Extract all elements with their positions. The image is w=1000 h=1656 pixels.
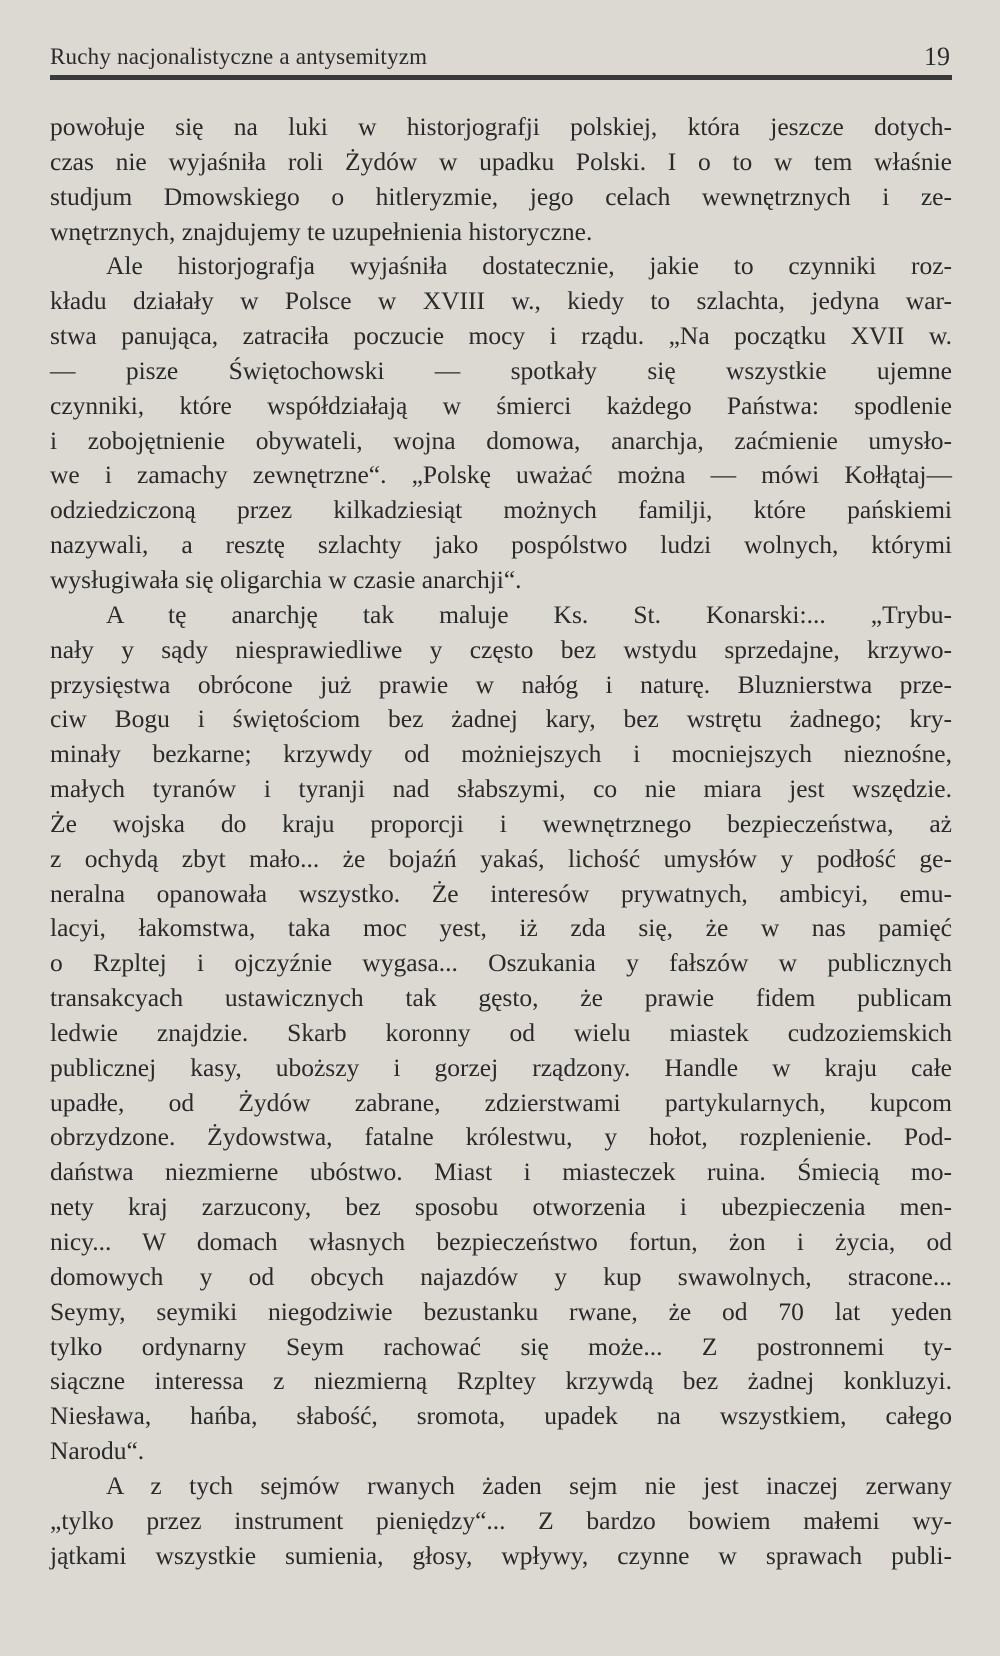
text-line: daństwa niezmierne ubóstwo. Miast i miasteczek ruina. Śmiecią mo- bbox=[50, 1157, 952, 1187]
text-line: i zobojętnienie obywateli, wojna domowa, anarchja, zaćmienie umysło- bbox=[50, 425, 952, 455]
text-line: odziedziczoną przez kilkadziesiąt możnych familji, które pańskiemi bbox=[50, 495, 952, 525]
text-line: A tę anarchję tak maluje Ks. St. Konarski:... „Trybu- bbox=[106, 599, 952, 629]
text-line: lacyi, łakomstwa, taka moc yest, iż zda się, że w nas pamięć bbox=[50, 913, 952, 943]
text-line: transakcyach ustawicznych tak gęsto, że prawie fidem publicam bbox=[50, 983, 952, 1013]
text-line: o Rzpltej i ojczyźnie wygasa... Oszukania y fałszów w publicznych bbox=[50, 948, 952, 978]
text-line: neralna opanowała wszystko. Że interesów prywatnych, ambicyi, emu- bbox=[50, 878, 952, 908]
text-line: publicznej kasy, uboższy i gorzej rządzony. Handle w kraju całe bbox=[50, 1052, 952, 1082]
text-line: domowych y od obcych najazdów y kup swawolnych, stracone... bbox=[50, 1261, 952, 1291]
text-line: — pisze Świętochowski — spotkały się wszystkie ujemne bbox=[50, 355, 952, 385]
body-text bbox=[50, 110, 952, 1573]
text-line: jątkami wszystkie sumienia, głosy, wpływy, czynne w sprawach publi- bbox=[50, 1540, 952, 1570]
text-line: wysługiwała się oligarchia w czasie anarchji“. bbox=[50, 564, 522, 594]
text-line: nety kraj zarzucony, bez sposobu otworzenia i ubezpieczenia men- bbox=[50, 1192, 952, 1222]
text-line: Narodu“. bbox=[50, 1436, 145, 1466]
text-block bbox=[50, 110, 952, 1573]
text-line: kładu działały w Polsce w XVIII w., kiedy to szlachta, jedyna war- bbox=[50, 286, 952, 316]
text-line: studjum Dmowskiego o hitleryzmie, jego celach wewnętrznych i ze- bbox=[50, 181, 952, 211]
text-line: nazywali, a resztę szlachty jako pospólstwo ludzi wolnych, którymi bbox=[50, 530, 952, 560]
text-line: Że wojska do kraju proporcji i wewnętrznego bezpieczeństwa, aż bbox=[50, 808, 952, 838]
text-line: siączne interessa z niezmierną Rzpltey krzywdą bez żadnej konkluzyi. bbox=[50, 1366, 952, 1396]
text-line: stwa panująca, zatraciła poczucie mocy i rządu. „Na początku XVII w. bbox=[50, 321, 952, 351]
text-line: Niesława, hańba, słabość, sromota, upadek na wszystkiem, całego bbox=[50, 1401, 952, 1431]
page-number: 19 bbox=[924, 42, 950, 71]
running-title: Ruchy nacjonalistyczne a antysemityzm bbox=[50, 44, 428, 69]
text-line: czynniki, które współdziałają w śmierci każdego Państwa: spodlenie bbox=[50, 390, 952, 420]
text-line: powołuje się na luki w historjografji polskiej, która jeszcze dotych- bbox=[50, 112, 952, 141]
text-line: ledwie znajdzie. Skarb koronny od wielu miastek cudzoziemskich bbox=[50, 1017, 952, 1047]
running-head bbox=[50, 30, 952, 70]
text-line: „tylko przez instrument pieniędzy“... Z bardzo bowiem małemi wy- bbox=[50, 1505, 952, 1535]
text-line: Seymy, seymiki niegodziwie bezustanku rwane, że od 70 lat yeden bbox=[50, 1296, 952, 1326]
text-line: z ochydą zbyt mało... że bojaźń yakaś, lichość umysłów y podłość ge- bbox=[50, 843, 952, 873]
text-line: wnętrznych, znajdujemy te uzupełnienia historyczne. bbox=[50, 216, 593, 246]
text-line: Ale historjografja wyjaśniła dostatecznie, jakie to czynniki roz- bbox=[106, 251, 952, 281]
text-line: we i zamachy zewnętrzne“. „Polskę uważać można — mówi Kołłątaj— bbox=[50, 460, 952, 490]
text-line: tylko ordynarny Seym rachować się może... Z postronnemi ty- bbox=[50, 1331, 952, 1361]
text-line: A z tych sejmów rwanych żaden sejm nie jest inaczej zerwany bbox=[106, 1470, 952, 1500]
text-line: czas nie wyjaśniła roli Żydów w upadku Polski. I o to w tem właśnie bbox=[50, 146, 952, 176]
text-line: nały y sądy niesprawiedliwe y często bez wstydu sprzedajne, krzywo- bbox=[50, 634, 952, 664]
text-line: małych tyranów i tyranji nad słabszymi, co nie miara jest wszędzie. bbox=[50, 774, 952, 804]
header-rule bbox=[50, 75, 952, 80]
text-line: upadłe, od Żydów zabrane, zdzierstwami partykularnych, kupcom bbox=[50, 1087, 952, 1117]
text-line: minały bezkarne; krzywdy od możniejszych i mocniejszych nieznośne, bbox=[50, 739, 952, 769]
text-line: nicy... W domach własnych bezpieczeństwo fortun, żon i życia, od bbox=[50, 1227, 952, 1256]
text-line: przysięstwa obrócone już prawie w nałóg i naturę. Bluznierstwa prze- bbox=[50, 669, 952, 699]
text-line: ciw Bogu i świętościom bez żadnej kary, bez wstrętu żadnego; kry- bbox=[50, 704, 952, 734]
text-line: obrzydzone. Żydowstwa, fatalne królestwu, y hołot, rozplenienie. Pod- bbox=[50, 1122, 952, 1152]
